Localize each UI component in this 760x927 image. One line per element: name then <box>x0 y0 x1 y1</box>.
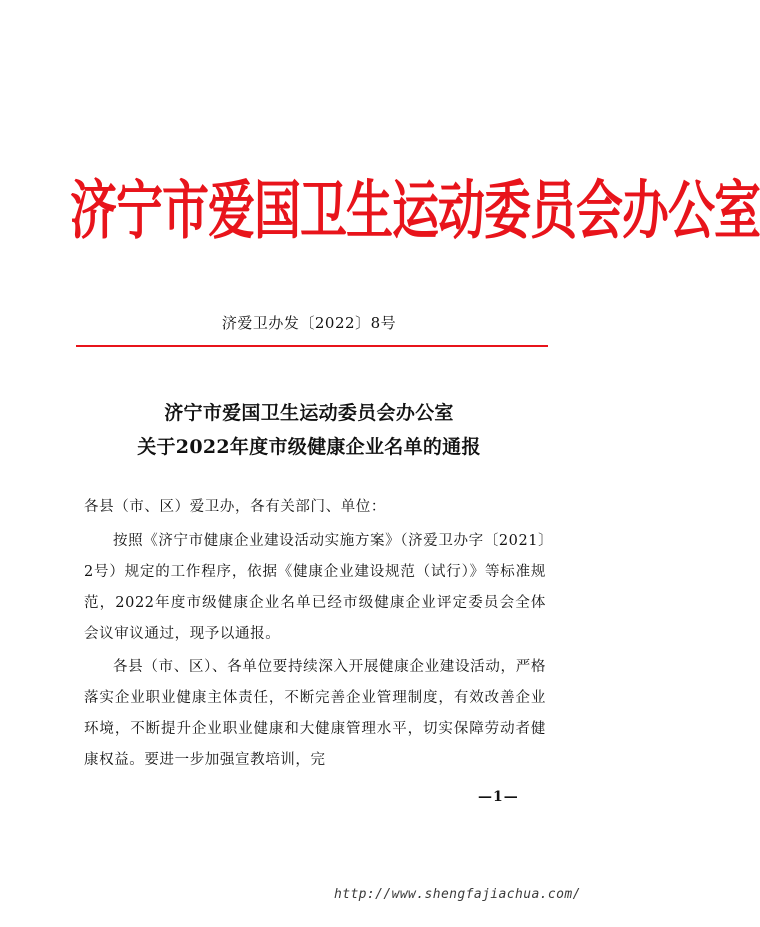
notice-title-line-1: 济宁市爱国卫生运动委员会办公室 <box>164 402 454 424</box>
salutation: 各县（市、区）爱卫办，各有关部门、单位： <box>84 499 386 515</box>
red-divider-line <box>76 345 548 347</box>
body-paragraph-2: 各县（市、区）、各单位要持续深入开展健康企业建设活动，严格落实企业职业健康主体责任，不断完善企业管理制度，有效改善企业环境，不断提升企业职业健康和大健康管理水平，切实保障劳动者健康权益。要进一步加强宣教培训，完 <box>84 659 546 768</box>
document-number: 济爱卫办发〔2022〕8号 <box>221 314 397 332</box>
page-number: —1— <box>478 789 519 805</box>
body-paragraph-1: 按照《济宁市健康企业建设活动实施方案》（济爱卫办字〔2021〕2号）规定的工作程序，依据《健康企业建设规范（试行）》等标准规范，2022年度市级健康企业名单已经市级健康企业评定委员会全体会议审议通过，现予以通报。 <box>84 533 546 642</box>
source-watermark: http://www.shengfajiachua.com/ <box>334 887 581 902</box>
notice-title-line-2: 关于2022年度市级健康企业名单的通报 <box>137 436 481 458</box>
issuing-authority-header: 济宁市爱国卫生运动委员会办公室 <box>70 174 760 249</box>
